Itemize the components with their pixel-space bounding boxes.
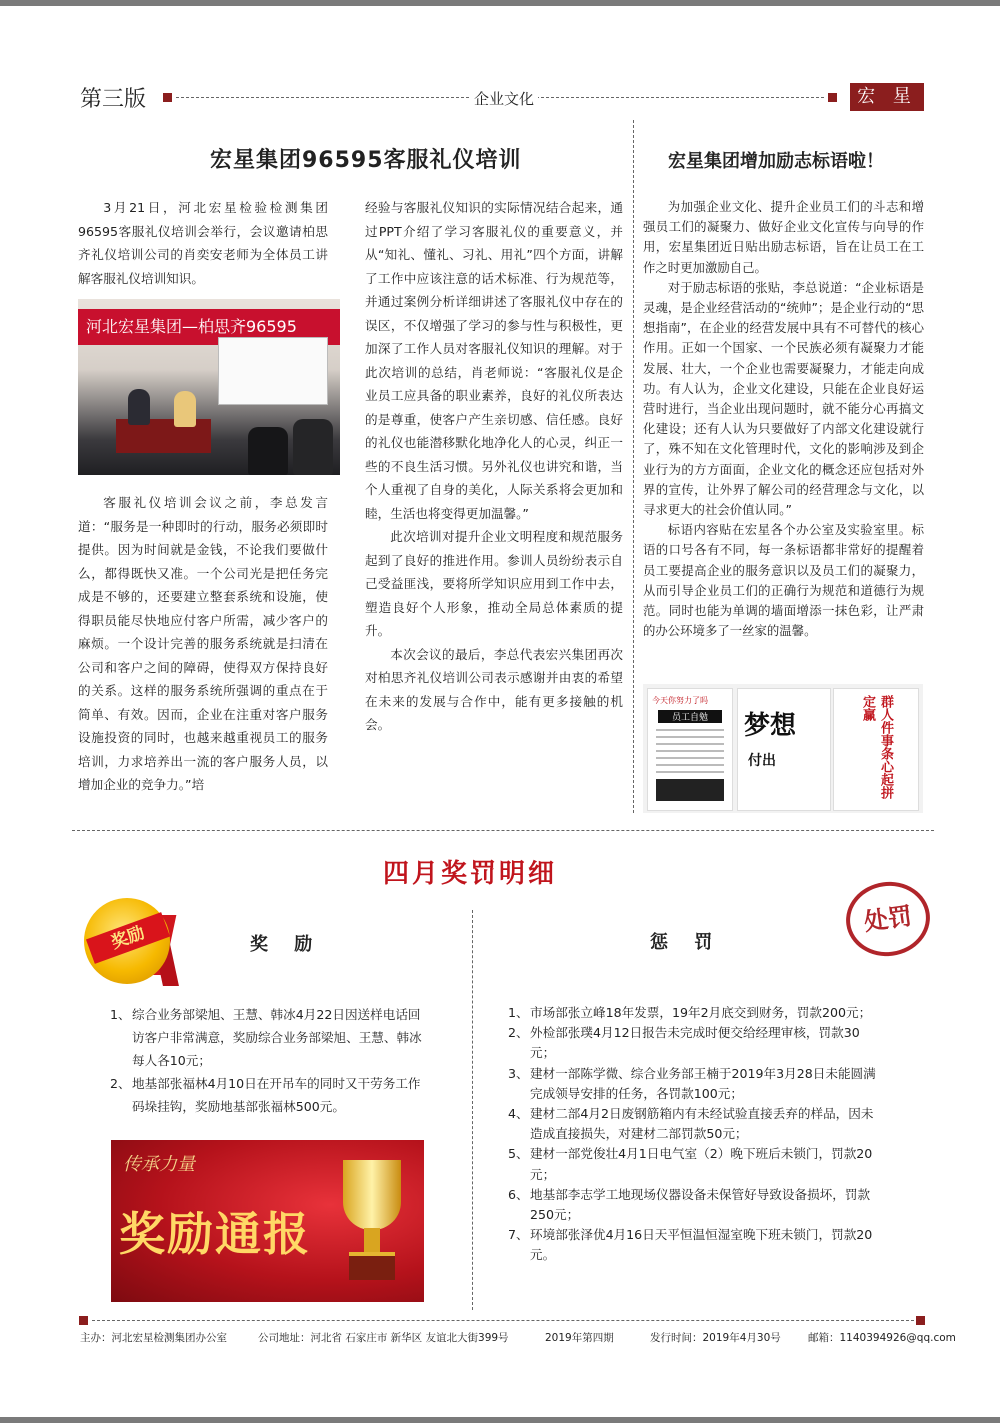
- list-item: [508, 1064, 884, 1104]
- top-border: [0, 0, 1000, 6]
- list-text: 建材二部4月2日废钢筋箱内有未经试验直接丢弃的样品，因未造成直接损失，对建材二部罚款50元；: [530, 1106, 874, 1142]
- awards-title: 四月奖罚明细: [383, 859, 558, 889]
- list-number: 2、: [110, 1076, 131, 1091]
- speaker-figure: [174, 391, 196, 427]
- list-item: [508, 1185, 884, 1225]
- article1-title: 宏星集团96595客服礼仪培训: [210, 148, 522, 173]
- list-text: 综合业务部梁旭、王慧、韩冰4月22日因送样电话回访客户非常满意，奖励综合业务部梁旭、王慧、韩冰每人各10元；: [132, 1007, 422, 1068]
- reward-notice-image: [111, 1140, 424, 1302]
- footer-divider: [92, 1320, 914, 1321]
- paragraph: 对于励志标语的张贴，李总说道：“企业标语是灵魂，是企业经营活动的“统帅”；是企业行动的“思想指南”，在企业的经营发展中具有不可替代的核心作用。正如一个国家、一个民族必须有凝聚力才能发展、壮大，一个企业也需要凝聚力，才能走向成功。有人认为，企业文化建设，只能在企业良好运营时进行，当企业出现问题时，就不能分心再搞文化建设；还有人认为只要做好了内部文化建设就行了，殊不知在文化管理时代，文化的影响涉及到企业行为的方方面面，企业文化的概念还应包括对外界的宣传，让外界了解公司的经营理念与文化，以寻求更大的社会价值认同。”: [643, 279, 924, 518]
- list-text: 市场部张立峰18年发票，19年2月底交到财务，罚款200元；: [530, 1005, 872, 1020]
- poster-dream-text: 梦想: [744, 711, 797, 741]
- trophy-stem: [364, 1228, 380, 1254]
- header-square-left: [163, 93, 172, 102]
- article1-col1-intro: [78, 196, 328, 290]
- list-text: 建材一部陈学微、综合业务部王楠于2019年3月28日未能圆满完成领导安排的任务，各罚款100元；: [530, 1065, 876, 1101]
- poster-slogan-text: 群人件事条心起拼定赢: [860, 695, 893, 799]
- article2-title: 宏星集团增加励志标语啦！: [668, 151, 884, 172]
- list-item: [110, 1072, 426, 1118]
- poster-lines: [656, 729, 724, 773]
- photo-banner: 河北宏星集团—柏思齐96595: [78, 309, 340, 345]
- slogan-poster: [647, 688, 733, 811]
- list-number: 4、: [508, 1106, 529, 1122]
- bottom-border: [0, 1417, 1000, 1423]
- article1-col2: [365, 196, 623, 737]
- footer-email: 邮箱：1140394926@qq.com: [808, 1332, 956, 1344]
- reward-heading: 奖 励: [250, 934, 323, 955]
- projector-screen: [218, 337, 328, 405]
- slogan-photo: [643, 684, 923, 813]
- slogan-poster: [833, 688, 919, 811]
- list-number: 2、: [508, 1025, 529, 1041]
- list-item: [508, 1104, 884, 1144]
- awards-divider: [472, 910, 473, 1310]
- list-text: 外检部张璞4月12日报告未完成时便交给经理审核，罚款30元；: [530, 1025, 860, 1061]
- paragraph: 客服礼仪培训会议之前，李总发言道：“服务是一种即时的行动，服务必须即时提供。因为时间就是金钱，不论我们要做什么，都得既快又准。一个公司光是把任务完成是不够的，还要建立整套系统和设施，使得职员能尽快地应付客户所需，减少客户的麻烦。一个设计完善的服务系统就是扫清在公司和客户之间的障碍，使得双方保持良好的关系。这样的服务系统所强调的重点在于简单、有效。因而，企业在注重对客户服务设施投资的同时，也越来越重视员工的服务培训，力求培养出一流的客户服务人员，以增加企业的竞争力。”培: [78, 495, 328, 792]
- article2-body: [643, 197, 924, 641]
- trophy-base: [349, 1252, 395, 1280]
- footer-date: 发行时间：2019年4月30号: [650, 1332, 781, 1344]
- audience-figure: [293, 419, 333, 475]
- reward-image-title: 奖励通报: [119, 1207, 311, 1261]
- speaker-figure: [128, 389, 150, 425]
- paragraph: 经验与客服礼仪知识的实际情况结合起来，通过PPT介绍了学习客服礼仪的重要意义，并从“知礼、懂礼、习礼、用礼”四个方面，讲解了工作中应该注意的话术标准、行为规范等，并通过案例分析详细讲述了客服礼仪中存在的误区，不仅增强了学习的参与性与积极性，更加深了工作人员对客服礼仪知识的理解。对于此次培训的总结，肖老师说：“客服礼仪是企业员工应具备的职业素养，良好的礼仪所表达的是尊重，使客户产生亲切感、信任感。良好的礼仪也能潜移默化地净化人的心灵，纠正一些的不良生活习惯。另外礼仪也讲究和谐，当个人重视了自身的美化，人际关系将会更加和睦，生活也将变得更加温馨。”: [365, 200, 623, 521]
- list-item: [508, 1144, 884, 1184]
- poster-silhouettes: [656, 779, 724, 801]
- section-label: 企业文化: [470, 88, 538, 109]
- list-item: [508, 1225, 884, 1265]
- reward-image-script: 传承力量: [123, 1154, 195, 1175]
- poster-caption: 今天你努力了吗: [652, 696, 708, 705]
- column-divider: [633, 120, 634, 813]
- brand-badge: 宏 星: [850, 83, 924, 111]
- edition-label: 第三版: [80, 87, 147, 112]
- list-number: 6、: [508, 1186, 529, 1202]
- list-text: 建材一部党俊壮4月1日电气室（2）晚下班后未锁门，罚款20元；: [530, 1146, 873, 1182]
- slogan-poster: [737, 688, 831, 811]
- paragraph: 本次会议的最后，李总代表宏兴集团再次对柏思齐礼仪培训公司表示感谢并由衷的希望在未来的发展与合作中，能有更多接触的机会。: [365, 646, 623, 732]
- penalty-stamp-icon: 处罚: [841, 877, 934, 962]
- paragraph: 标语内容贴在宏星各个办公室及实验室里。标语的口号各有不同，每一条标语都非常好的提醒着员工要提高企业的服务意识以及员工们的凝聚力，从而引导企业员工们的正确行为规范和道德行为规范。同时也能为单调的墙面增添一抹色彩，让严肃的办公环境多了一丝家的温馨。: [643, 522, 924, 639]
- article1-col1-body: [78, 491, 328, 797]
- list-item: [508, 1023, 884, 1063]
- list-item: [508, 1003, 884, 1023]
- trophy-icon: [343, 1160, 401, 1230]
- header-square-right: [828, 93, 837, 102]
- paragraph: 为加强企业文化、提升企业员工们的斗志和增强员工们的凝聚力、做好企业文化宣传与向导的作用，宏星集团近日贴出励志标语，旨在让员工在工作之时更加激励自己。: [643, 199, 924, 275]
- list-text: 地基部张福林4月10日在开吊车的同时又干劳务工作码垛挂钩，奖励地基部张福林500元。: [132, 1076, 421, 1114]
- section-divider: [72, 830, 934, 831]
- list-text: 环境部张泽优4月16日天平恒温恒湿室晚下班未锁门，罚款20元。: [530, 1227, 873, 1263]
- reward-list: [110, 1003, 426, 1118]
- penalty-list: [508, 1003, 884, 1266]
- paragraph: 3月21日，河北宏星检验检测集团96595客服礼仪培训会举行，会议邀请柏思齐礼仪培训公司的肖奕安老师为全体员工讲解客服礼仪培训知识。: [78, 200, 328, 286]
- poster-effort-text: 付出: [748, 753, 776, 769]
- footer-host: 主办：河北宏星检测集团办公室: [80, 1332, 227, 1344]
- poster-heading: 员工自勉: [658, 710, 722, 723]
- training-photo: [78, 299, 340, 475]
- list-number: 1、: [508, 1005, 529, 1020]
- list-number: 5、: [508, 1146, 529, 1162]
- footer-issue: 2019年第四期: [545, 1332, 614, 1344]
- list-item: [110, 1003, 426, 1072]
- footer-address: 公司地址：河北省 石家庄市 新华区 友谊北大街399号: [258, 1332, 509, 1344]
- medal-label: 奖励: [86, 912, 170, 964]
- penalty-heading: 惩 罚: [650, 932, 723, 953]
- footer-square-right: [916, 1316, 925, 1325]
- list-number: 1、: [110, 1007, 131, 1022]
- list-text: 地基部李志学工地现场仪器设备未保管好导致设备损坏，罚款250元；: [530, 1186, 871, 1223]
- paragraph: 此次培训对提升企业文明程度和规范服务起到了良好的推进作用。参训人员纷纷表示自己受益匪浅，要将所学知识应用到工作中去，塑造良好个人形象，推动全局总体素质的提升。: [365, 529, 623, 638]
- list-number: 3、: [508, 1065, 529, 1081]
- audience-figure: [248, 427, 288, 475]
- list-number: 7、: [508, 1227, 529, 1243]
- footer-square-left: [79, 1316, 88, 1325]
